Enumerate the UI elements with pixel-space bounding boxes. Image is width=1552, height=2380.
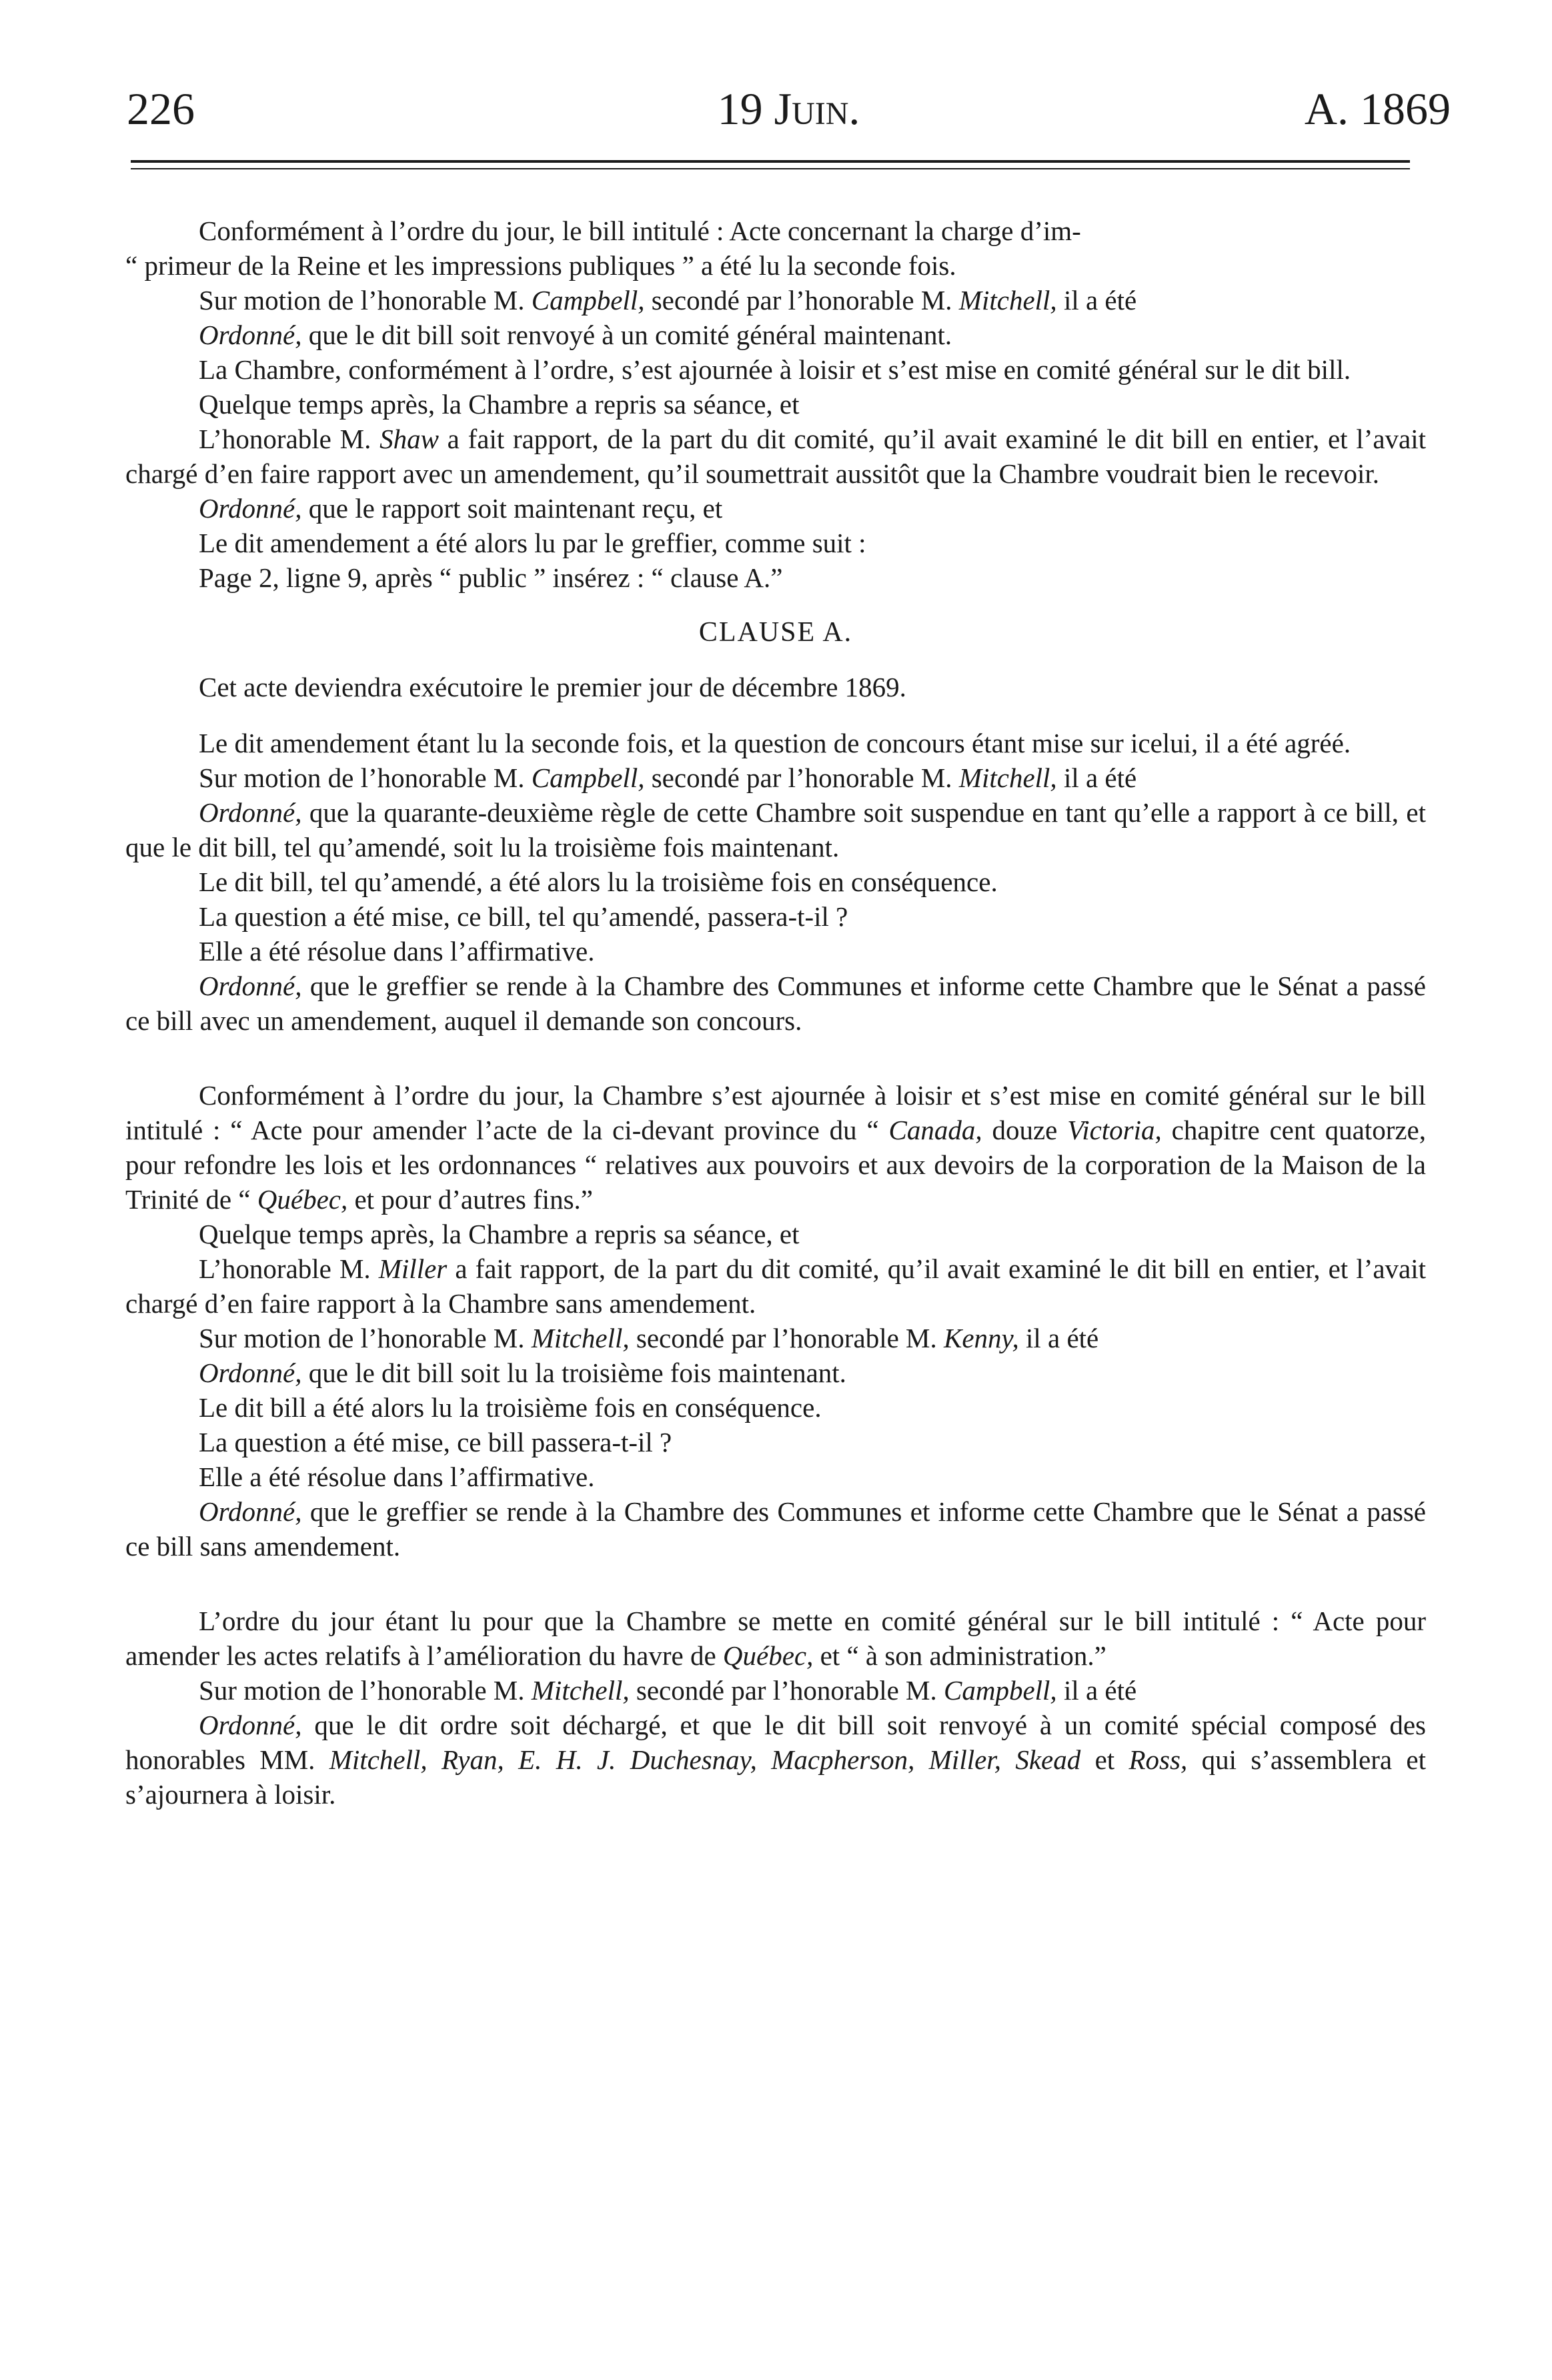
paragraph: Elle a été résolue dans l’affirmative. (199, 1461, 595, 1492)
ordonne-paragraph: Ordonné, que la quarante-deuxième règle de cette Chambre soit suspendue en tant qu’elle a rapport à ce bill, et que le dit bill, tel qu’amendé, soit lu la troisième fois maintenant. (125, 797, 1426, 862)
senator-name: Campbell, (531, 762, 645, 793)
page-number: 226 (127, 83, 195, 134)
paragraph: Page 2, ligne 9, après “ public ” insérez : “ clause A.” (199, 562, 783, 593)
paragraph: La question a été mise, ce bill, tel qu’amendé, passera-t-il ? (199, 901, 848, 932)
ordonne-paragraph: Ordonné, que le greffier se rende à la Chambre des Communes et informe cette Chambre que le Sénat a passé ce bill sans amendement. (125, 1496, 1426, 1562)
report-paragraph: L’honorable M. Miller a fait rapport, de la part du dit comité, qu’il avait examiné le dit bill en entier, et l’avait chargé d’en faire rapport à la Chambre sans amendement. (125, 1253, 1426, 1319)
senator-name: Kenny, (944, 1323, 1019, 1353)
page-header (127, 79, 1451, 139)
senator-name: Campbell, (944, 1675, 1057, 1706)
paragraph: Le dit bill a été alors lu la troisième fois en conséquence. (199, 1392, 822, 1423)
clause-heading: CLAUSE A. (698, 617, 853, 648)
ordonne-paragraph: Ordonné, que le rapport soit maintenant reçu, et (199, 493, 723, 524)
ordonne-paragraph: Ordonné, que le dit bill soit lu la troisième fois maintenant. (199, 1357, 846, 1388)
motion-paragraph: Sur motion de l’honorable M. Mitchell, secondé par l’honorable M. Campbell, il a été (199, 1675, 1137, 1706)
paragraph: “ primeur de la Reine et les impressions publiques ” a été lu la seconde fois. (125, 250, 956, 281)
paragraph: Le dit bill, tel qu’amendé, a été alors lu la troisième fois en conséquence. (199, 866, 998, 897)
ordonne-paragraph: Ordonné, que le greffier se rende à la Chambre des Communes et informe cette Chambre que le Sénat a passé ce bill avec un amendement, auquel il demande son concours. (125, 971, 1426, 1036)
paragraph: Le dit amendement a été alors lu par le greffier, comme suit : (199, 528, 866, 558)
paragraph: Quelque temps après, la Chambre a repris sa séance, et (199, 389, 800, 420)
clause-text: Cet acte deviendra exécutoire le premier jour de décembre 1869. (199, 672, 906, 702)
document-body (125, 213, 1426, 1812)
senator-name: Mitchell, (531, 1675, 630, 1706)
senator-name: Mitchell, (531, 1323, 630, 1353)
header-year: A. 1869 (1304, 83, 1451, 134)
committee-names: Mitchell, Ryan, E. H. J. Duchesnay, Macpherson, Miller, Skead (329, 1744, 1081, 1775)
senator-name: Miller (378, 1253, 448, 1284)
paragraph: Quelque temps après, la Chambre a repris sa séance, et (199, 1219, 800, 1249)
senator-name: Mitchell, (958, 762, 1057, 793)
paragraph: La question a été mise, ce bill passera-t-il ? (199, 1427, 672, 1457)
senator-name: Mitchell, (958, 285, 1057, 316)
paragraph: L’ordre du jour étant lu pour que la Chambre se mette en comité général sur le bill intitulé : “ Acte pour amender les actes relatifs à l’amélioration du havre de Québec, et “ à son administration.” (125, 1606, 1426, 1671)
senator-name: Shaw (379, 424, 439, 454)
paragraph: Elle a été résolue dans l’affirmative. (199, 936, 595, 967)
senator-name: Campbell, (531, 285, 645, 316)
header-rule-thick (131, 160, 1410, 163)
ordonne-paragraph: Ordonné, que le dit bill soit renvoyé à un comité général maintenant. (199, 320, 952, 350)
paragraph: Conformément à l’ordre du jour, la Chambre s’est ajournée à loisir et s’est mise en comité général sur le bill intitulé : “ Acte pour amender l’acte de la ci-devant province du “ Canada, douze Victoria, chapitre cent quatorze, pour refondre les lois et les ordonnances “ relatives aux pouvoirs et aux devoirs de la corporation de la Maison de la Trinité de “ Québec, et pour d’autres fins.” (125, 1080, 1426, 1215)
paragraph: Conformément à l’ordre du jour, le bill intitulé : Acte concernant la charge d’im- (199, 215, 1081, 246)
paragraph: La Chambre, conformément à l’ordre, s’est ajournée à loisir et s’est mise en comité général sur le dit bill. (199, 354, 1351, 385)
motion-paragraph: Sur motion de l’honorable M. Campbell, secondé par l’honorable M. Mitchell, il a été (199, 762, 1137, 793)
motion-paragraph: Sur motion de l’honorable M. Campbell, secondé par l’honorable M. Mitchell, il a été (199, 285, 1137, 316)
header-rule-thin (131, 168, 1410, 169)
motion-paragraph: Sur motion de l’honorable M. Mitchell, secondé par l’honorable M. Kenny, il a été (199, 1323, 1099, 1353)
report-paragraph: L’honorable M. Shaw a fait rapport, de la part du dit comité, qu’il avait examiné le dit bill en entier, et l’avait chargé d’en faire rapport avec un amendement, qu’il soumettrait aussitôt que la Chambre voudrait bien le recevoir. (125, 424, 1426, 489)
header-date: 19 Juin. (717, 83, 860, 134)
ordonne-paragraph: Ordonné, que le dit ordre soit déchargé, et que le dit bill soit renvoyé à un comité spécial composé des honorables MM. Mitchell, Ryan, E. H. J. Duchesnay, Macpherson, Miller, Skead et Ross, qui s’assemblera et s’ajournera à loisir. (125, 1710, 1427, 1810)
paragraph: Le dit amendement étant lu la seconde fois, et la question de concours étant mise sur icelui, il a été agréé. (199, 728, 1351, 758)
